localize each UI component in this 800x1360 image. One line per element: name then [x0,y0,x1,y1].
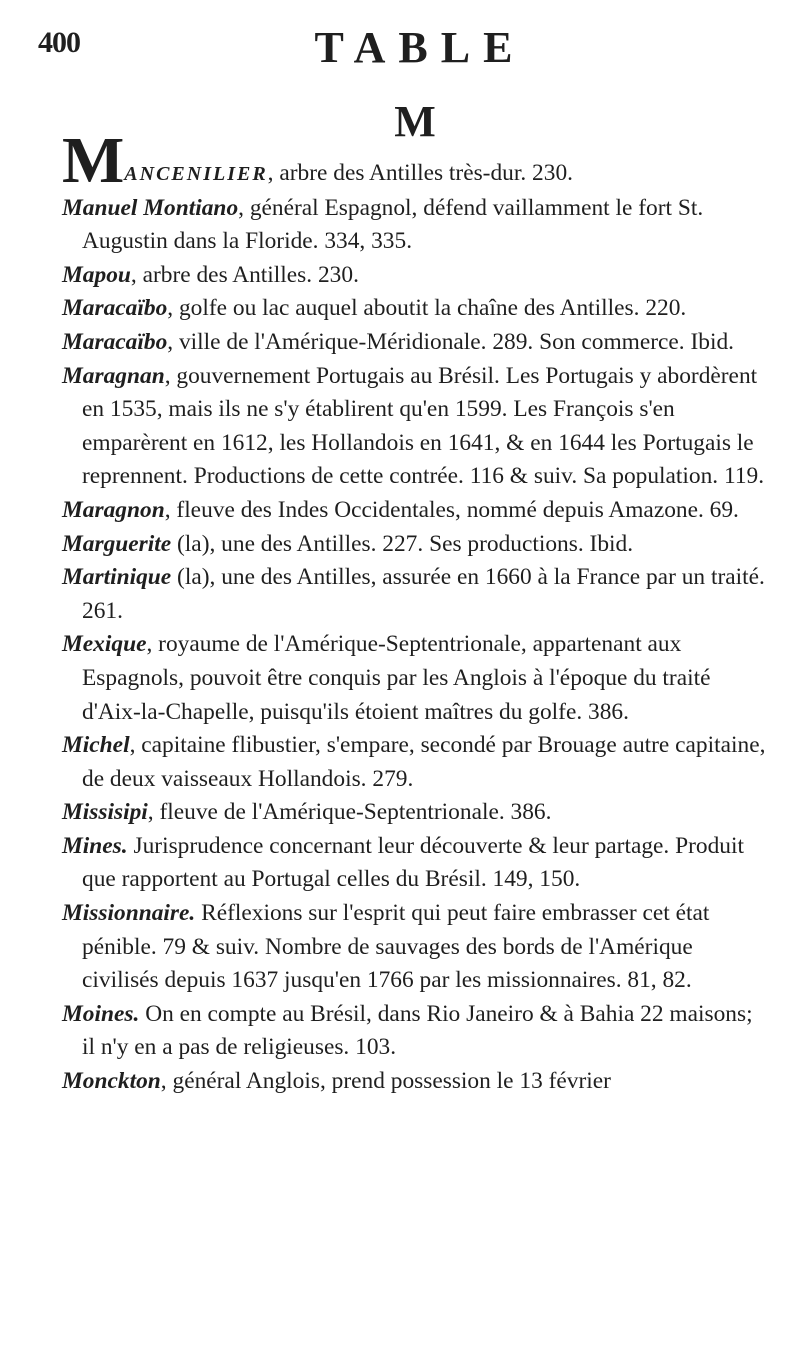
entry-head: Maracaïbo [62,328,168,355]
entry-text: , gouvernement Portugais au Brésil. Les Portugais y abordèrent en 1535, mais ils ne s'y établirent qu'en 1599. Les François s'en emparèrent en 1612, les Hollandois en 1641, & en 1644 les Portugais le reprennent. Productions de cette contrée. 116 & suiv. Sa population. 119. [82,362,765,490]
index-entry [62,528,770,562]
index-entry [62,494,770,528]
entry-text: On en compte au Brésil, dans Rio Janeiro & à Bahia 22 maisons; il n'y en a pas de religieuses. 103. [82,1000,753,1061]
drop-cap: M [62,124,125,197]
entry-head: Maragnon [62,496,165,523]
entry-text: , capitaine flibustier, s'empare, secondé par Brouage autre capitaine, de deux vaisseaux Hollandois. 279. [82,732,766,792]
entry-text: Jurisprudence concernant leur découverte & leur partage. Produit que rapportent au Portugal celles du Brésil. 149, 150. [82,832,744,893]
index-entry [62,259,770,293]
entry-head: Maragnan [62,362,165,389]
index-entry [62,830,770,897]
section-letter: M [394,97,436,146]
entry-head: Maracaïbo [62,295,168,322]
index-entry [62,729,770,796]
entry-head: Marguerite [62,530,172,557]
entry-text: , fleuve des Indes Occidentales, nommé depuis Amazone. 69. [164,496,739,523]
entry-text: , général Espagnol, défend vaillamment le fort St. Augustin dans la Floride. 334, 335. [82,194,704,255]
entry-head: Missionnaire. [62,900,196,927]
entry-text: , arbre des Antilles très-dur. 230. [267,160,573,186]
index-entry [62,628,770,729]
index-entry [62,292,770,326]
entry-text: (la), une des Antilles, assurée en 1660 à la France par un traité. 261. [82,564,765,624]
entry-head: Michel [62,732,130,759]
entry-text: Réflexions sur l'esprit qui peut faire embrasser cet état pénible. 79 & suiv. Nombre de sauvages des bords de l'Amérique civilisés depuis 1637 jusqu'en 1766 par les missionnaires. 81, 82. [82,900,710,994]
index-entry [62,360,770,494]
index-entry [62,897,770,998]
index-entry [62,1065,770,1099]
entry-head: Manuel Montiano [62,194,239,221]
index-entry [62,192,770,259]
index-entry [62,326,770,360]
entry-text: , fleuve de l'Amérique-Septentrionale. 386. [147,799,552,826]
page-number: 400 [38,26,80,59]
entry-head: Martinique [62,564,172,591]
index-entry [62,561,770,628]
entry-head: Mapou [62,261,131,288]
index-entries [62,124,770,1099]
entry-text: , arbre des Antilles. 230. [130,261,359,288]
entry-head: Mines. [62,832,128,859]
entry-head: Moines. [62,1000,140,1027]
index-entry [62,796,770,830]
entry-head: Monckton [62,1068,161,1095]
entry-text: , ville de l'Amérique-Méridionale. 289. Son commerce. Ibid. [167,328,734,355]
entry-head: ANCENILIER [124,163,268,185]
entry-text: (la), une des Antilles. 227. Ses productions. Ibid. [171,530,634,557]
running-head: TABLE [314,23,526,72]
entry-text: , golfe ou lac auquel aboutit la chaîne des Antilles. 220. [167,295,687,322]
index-entry [62,124,770,197]
index-entry [62,998,770,1065]
entry-text: , général Anglois, prend possession le 13 février [160,1068,611,1095]
entry-head: Missisipi [62,799,148,826]
entry-text: , royaume de l'Amérique-Septentrionale, appartenant aux Espagnols, pouvoit être conquis par les Anglois à l'époque du traité d'Aix-la-Chapelle, puisqu'ils étoient maîtres du golfe. 386. [82,631,711,725]
entry-head: Mexique [62,631,147,658]
